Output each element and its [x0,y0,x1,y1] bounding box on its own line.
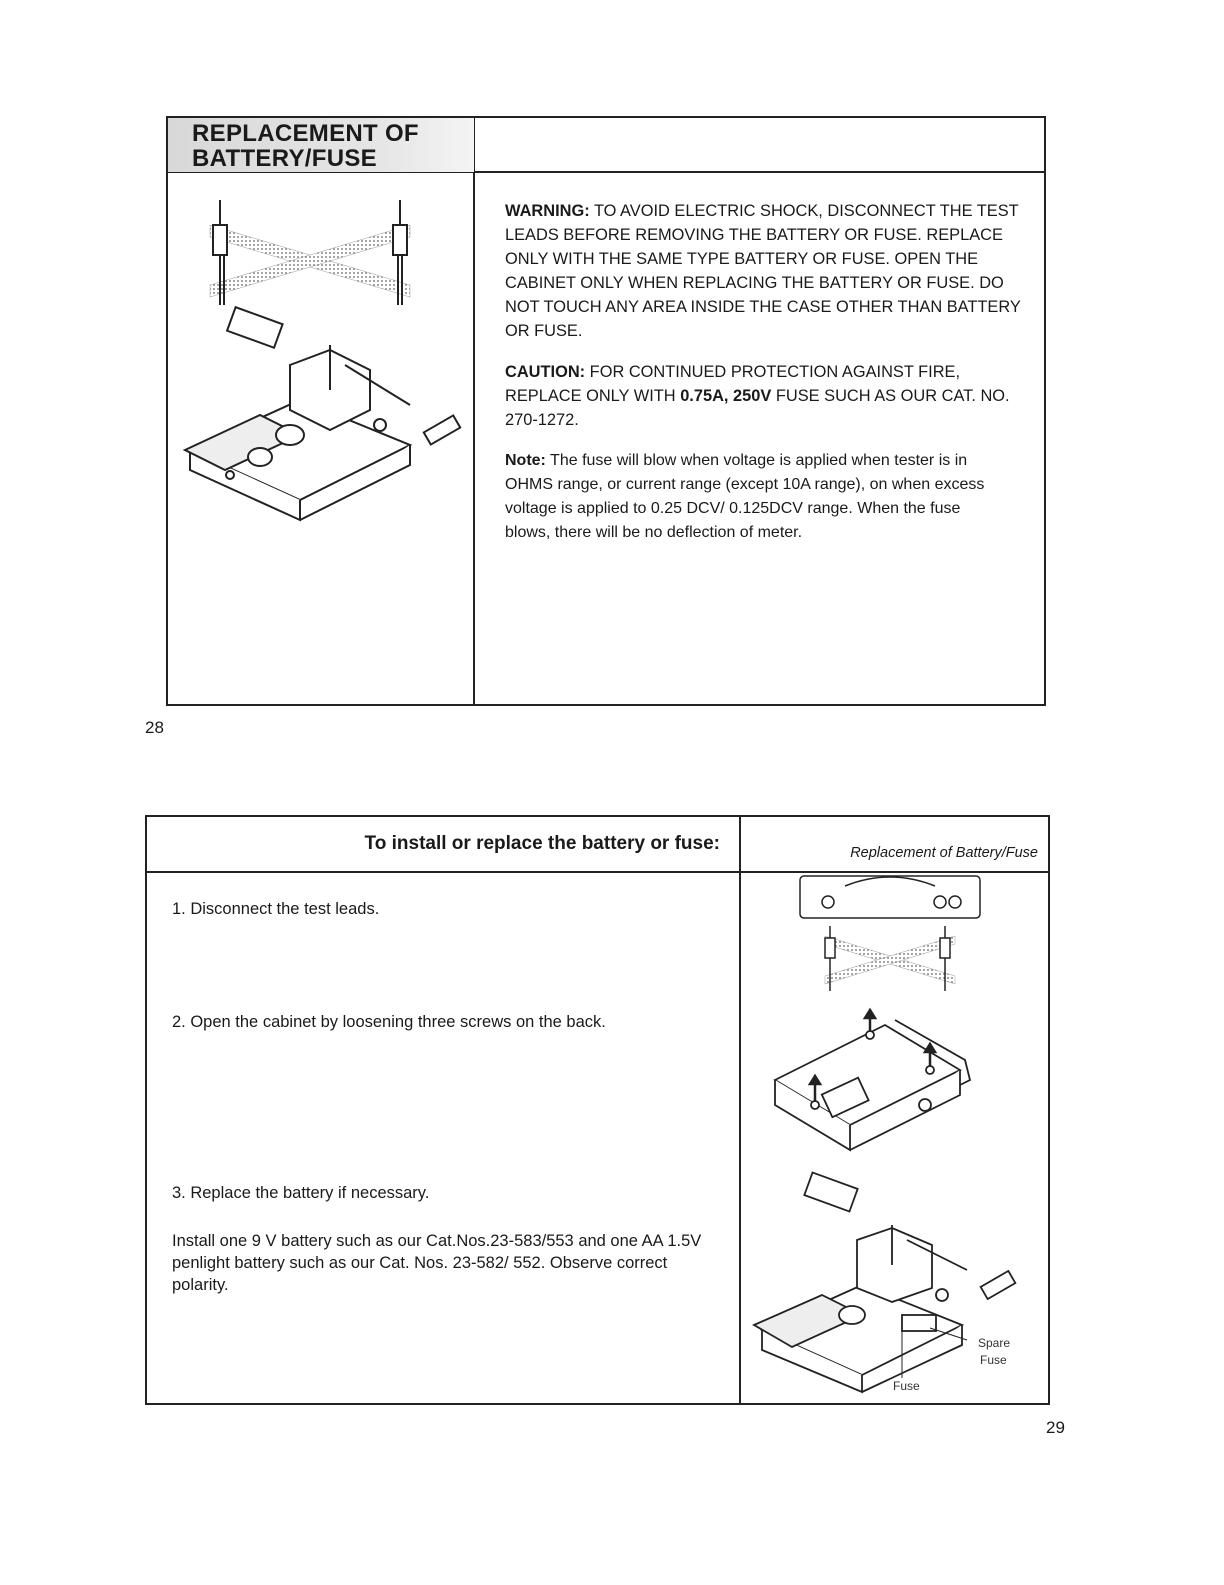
battery-fuse-meter-icon [754,1173,1015,1392]
section-title [168,118,474,172]
warning-body: TO AVOID ELECTRIC SHOCK, DISCONNECT THE TEST LEADS BEFORE REMOVING THE BATTERY OR FUSE. REPLACE ONLY WITH THE SAME TYPE BATTERY OR FUSE. OPEN THE CABINET ONLY WHEN REPLACING THE BATTERY OR FUSE. DO NOT TOUCH ANY AREA INSIDE THE CASE OTHER THAN BATTERY OR FUSE. [505,202,1021,340]
bottom-column-divider [739,815,741,1405]
opened-meter-icon [185,307,460,520]
top-illustration [180,195,470,535]
crossed-leads-small-icon [825,926,955,991]
page-number-right: 29 [1046,1418,1065,1437]
note-body: The fuse will blow when voltage is applied when tester is in OHMS range, or current range (except 10A range), on when excess voltage is applied to 0.25 DCV/ 0.125DCV range. When the fuse blows, there will be no deflection of meter. [505,452,985,541]
caution-body-b: FUSE SUCH AS OUR CAT. NO. 270-1272. [505,387,1010,429]
note-paragraph [505,449,1000,545]
meter-top-icon [800,876,980,918]
warning-text-block [505,199,1040,562]
meter-back-icon [775,1020,970,1150]
section-title-line1: REPLACEMENT OF [192,120,419,147]
note-label: Note: [505,452,546,469]
caution-paragraph [505,360,1040,432]
disconnect-leads-illustration [790,876,990,996]
section-caption: Replacement of Battery/Fuse [850,845,1038,861]
caution-label: CAUTION: [505,363,586,381]
back-screws-illustration [770,1010,980,1160]
caution-body-a: FOR CONTINUED PROTECTION AGAINST FIRE, REPLACE ONLY WITH [505,363,961,405]
label-spare: Spare [978,1336,1011,1350]
section-title-line2: BATTERY/FUSE [192,145,377,172]
warning-paragraph [505,199,1040,343]
caution-rating: 0.75A, 250V [680,387,772,405]
top-column-divider [473,116,475,706]
warning-label: WARNING: [505,202,590,220]
label-fuse: Fuse [893,1379,920,1393]
page-number-left: 28 [145,718,164,737]
crossed-leads-icon [210,200,410,305]
step-2: 2. Open the cabinet by loosening three screws on the back. [172,1013,606,1031]
install-instructions: Install one 9 V battery such as our Cat.Nos.23-583/553 and one AA 1.5V penlight battery such as our Cat. Nos. 23-582/ 552. Observe correct polarity. [172,1232,702,1294]
step-1: 1. Disconnect the test leads. [172,900,380,918]
install-heading: To install or replace the battery or fuse: [364,833,720,854]
step-3: 3. Replace the battery if necessary. [172,1184,430,1202]
bottom-header-divider [145,871,1050,873]
label-spare-fuse: Fuse [980,1353,1007,1367]
